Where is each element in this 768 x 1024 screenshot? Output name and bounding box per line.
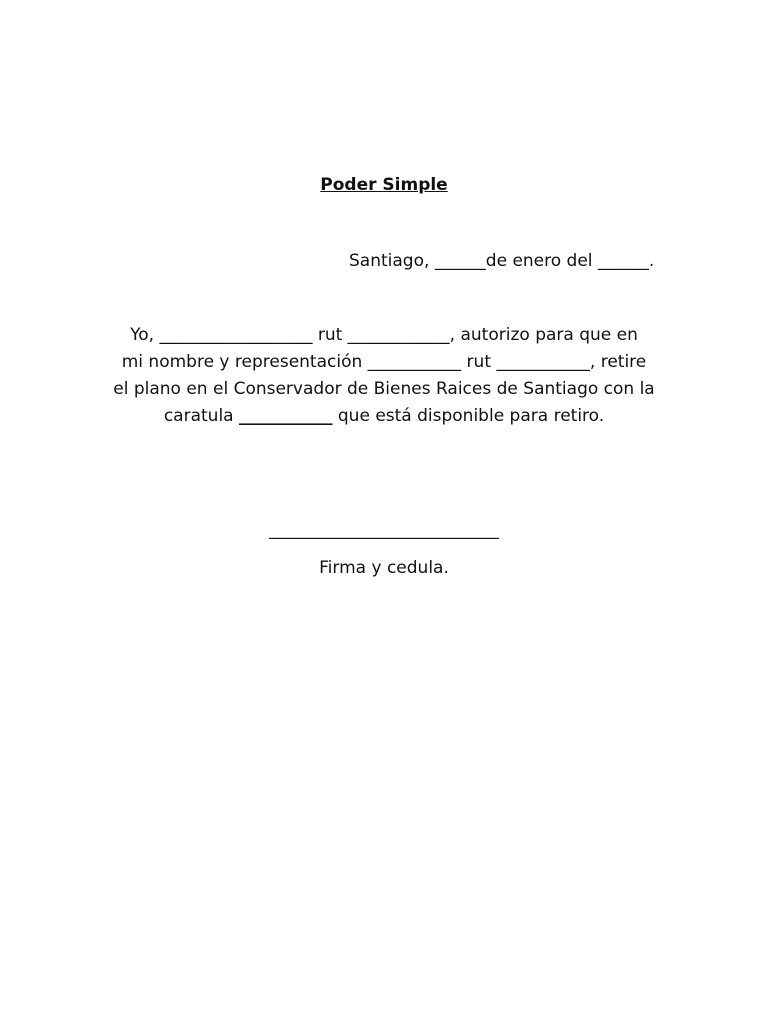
body-line-2: mi nombre y representación ___________ rut ___________, retire (121, 352, 647, 372)
signature-caption: Firma y cedula. (319, 558, 449, 578)
document-title: Poder Simple (320, 175, 448, 195)
body-line-1: Yo, __________________ rut ____________, autorizo para que en (130, 325, 638, 345)
date-line: Santiago, ______de enero del ______. (349, 251, 655, 271)
signature-line: ___________________________ (269, 520, 499, 540)
caratula-blank: ___________ (238, 406, 333, 426)
body-paragraph (100, 322, 668, 430)
caratula-suffix: que está disponible para retiro. (332, 406, 605, 426)
caratula-label: caratula (163, 406, 239, 426)
body-line-3: el plano en el Conservador de Bienes Raices de Santiago con la (113, 379, 655, 399)
body-line-4 (100, 403, 668, 430)
